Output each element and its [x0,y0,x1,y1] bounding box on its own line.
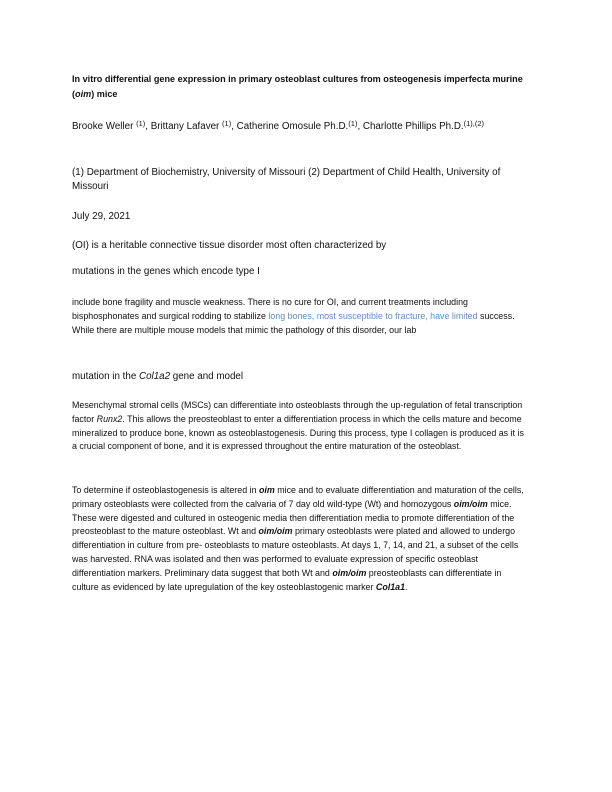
title-text: In vitro differential gene expression in primary osteoblast cultures from osteogenesis imperfecta murine ( [72,74,523,99]
paragraph-1: (OI) is a heritable connective tissue disorder most often characterized by [72,240,387,251]
author-3: , Catherine Omosule Ph.D. [231,121,349,132]
paragraph-6-text-5: preosteoblasts can differentiate in culture as evidenced by late upregulation of the key osteoblastogenic marker [72,567,502,592]
author-3-affil: (1) [348,119,358,128]
paragraph-6-text-1: To determine if osteoblastogenesis is altered in [72,485,259,495]
term-oim-oim: oim/oim [332,567,367,578]
paragraph-5-text-end: . This allows the preosteoblast to enter a differentiation process in which the cells mature and become mineralized to produce bone, known as osteoblastogenesis. During this process, type I collagen is produced as it is a crucial component of bone, and it is expressed throughout the entire maturation of the osteoblast. [72,413,524,452]
paragraph-6-text-4: primary osteoblasts were plated and allowed to undergo differentiation in culture from pre- osteoblasts to mature osteoblasts. At days 1, 7, 14, and 21, a subset of the cells was harvested. RNA was isolated and then was performed to evaluate expression of specific osteoblast differentiation markers. Preliminary data suggest that both Wt and [72,526,519,578]
paragraph-3-highlight: long bones, most susceptible to fracture, have limited [268,310,478,321]
term-oim-oim: oim/oim [453,498,488,509]
paragraph-5 [72,399,524,454]
paragraph-5-text: Mesenchymal stromal cells (MSCs) can differentiate into osteoblasts through the up-regulation of fetal transcription factor [72,400,523,424]
paragraph-4-text: mutation in the [72,371,139,382]
gene-runx2: Runx2 [96,413,123,424]
paragraph-6-text-3: mice. These were digested and cultured in osteogenic media then differentiation media to promote differentiation of the preosteoblast to the mature osteoblast. Wt and [72,498,515,537]
term-oim: oim [258,485,275,495]
author-2-affil: (1) [222,119,232,128]
paragraph-2: mutations in the genes which encode type I [72,266,260,277]
paragraph-4 [72,370,524,384]
paragraph-3-text-end: success. While there are multiple mouse models that mimic the pathology of this disorder, our lab [72,310,515,335]
affiliations: (1) Department of Biochemistry, University of Missouri (2) Department of Child Health, University of Missouri [72,167,501,192]
paragraph-6-text-2: mice and to evaluate differentiation and maturation of the cells, primary osteoblasts were collected from the calvaria of 7 day old wild-type (Wt) and homozygous [72,485,524,509]
author-2: , Brittany Lafaver [145,121,223,132]
paragraph-6-text-6: . [405,581,408,592]
publication-date: July 29, 2021 [72,211,131,222]
paragraph-3 [72,296,524,337]
paragraph-4-text-end: gene and model [170,371,244,382]
document-title [72,72,524,102]
paragraph-3-text: include bone fragility and muscle weakness. There is no cure for OI, and current treatments including bisphosphonates and surgical rodding to stabilize [72,297,468,321]
author-4: , Charlotte Phillips Ph.D. [357,121,464,132]
author-1: Brooke Weller [72,121,137,132]
term-oim-oim: oim/oim [258,526,293,537]
author-list [72,118,524,135]
author-1-affil: (1) [136,119,146,128]
author-4-affil: (1),(2) [463,119,485,128]
gene-col1a1: Col1a1 [375,581,406,592]
gene-col1a2: Col1a2 [139,371,171,382]
title-oim: oim [75,89,92,99]
title-text-end: ) mice [91,89,118,99]
paragraph-6 [72,484,524,594]
